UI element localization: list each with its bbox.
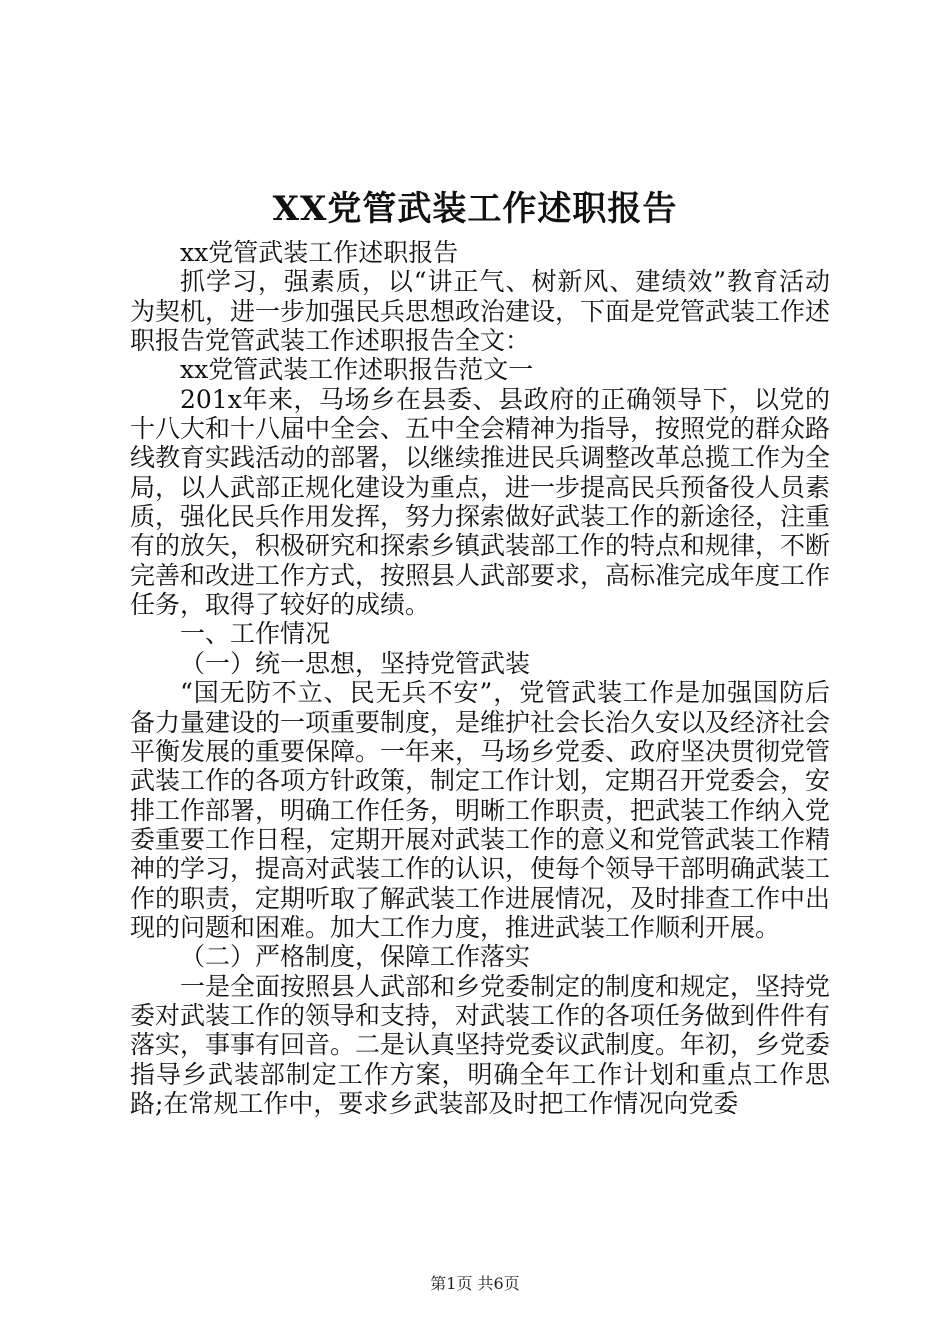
paragraph-subsection-2: 一是全面按照县人武部和乡党委制定的制度和规定，坚持党委对武装工作的领导和支持，对武装工作的各项任务做到件件有落实，事事有回音。二是认真坚持党委议武制度。年初，乡党委指导乡武装部制定工作方案，明确全年工作计划和重点工作思路;在常规工作中，要求乡武装部及时把工作情况向党委 (130, 971, 831, 1118)
section-heading-work-status: 一、工作情况 (180, 619, 331, 649)
paragraph-intro: 抓学习，强素质，以“讲正气、树新风、建绩效”教育活动为契机，进一步加强民兵思想政治建设，下面是党管武装工作述职报告党管武装工作述职报告全文： (130, 267, 831, 356)
subsection-heading-1: （一）统一思想，坚持党管武装 (180, 648, 531, 678)
paragraph-overview: 201x年来，马场乡在县委、县政府的正确领导下，以党的十八大和十八届中全会、五中全会精神为指导，按照党的群众路线教育实践活动的部署，以继续推进民兵调整改革总揽工作为全局，以人武部正规化建设为重点，进一步提高民兵预备役人员素质，强化民兵作用发挥，努力探索做好武装工作的新途径，注重有的放矢，积极研究和探索乡镇武装部工作的特点和规律，不断完善和改进工作方式，按照县人武部要求，高标准完成年度工作任务，取得了较好的成绩。 (130, 384, 831, 620)
paragraph-subtitle: xx党管武装工作述职报告 (180, 238, 459, 267)
document-body (130, 238, 830, 1118)
document-title: XX党管武装工作述职报告 (272, 189, 678, 229)
paragraph-subsection-1: “国无防不立、民无兵不安”，党管武装工作是加强国防后备力量建设的一项重要制度，是维护社会长治久安以及经济社会平衡发展的重要保障。一年来，马场乡党委、政府坚决贯彻党管武装工作的各项方针政策，制定工作计划，定期召开党委会，安排工作部署，明确工作任务，明晰工作职责，把武装工作纳入党委重要工作日程，定期开展对武装工作的意义和党管武装工作精神的学习，提高对武装工作的认识，使每个领导干部明确武装工作的职责，定期听取了解武装工作进展情况，及时排查工作中出现的问题和困难。加大工作力度，推进武装工作顺利开展。 (130, 678, 831, 942)
page-number-footer: 第1页 共6页 (430, 1274, 520, 1293)
subsection-heading-2: （二）严格制度，保障工作落实 (180, 942, 531, 972)
paragraph-sample-heading: xx党管武装工作述职报告范文一 (180, 355, 534, 385)
